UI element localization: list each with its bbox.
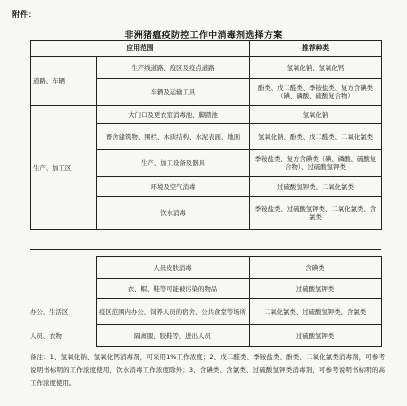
scope-cell: 人员皮肤消毒 bbox=[96, 257, 249, 279]
types-cell: 过硫酸氢钾类 bbox=[249, 279, 381, 299]
attachment-label: 附件： bbox=[12, 10, 36, 19]
types-cell: 季铵盐类、复方含碘类（碘、磷酸、硫酸复合物）、过硫酸氢钾类 bbox=[250, 150, 382, 177]
types-cell: 氢氧化钠 bbox=[250, 106, 382, 124]
types-cell: 含碘类 bbox=[249, 257, 381, 279]
category-spacer bbox=[30, 257, 96, 279]
scope-cell: 环境及空气消毒 bbox=[97, 177, 250, 197]
category-cell: 道路、车辆 bbox=[31, 57, 97, 106]
scope-cell: 衣、帽、鞋等可能被污染的物品 bbox=[96, 279, 249, 299]
category-spacer bbox=[30, 279, 96, 299]
types-cell: 过硫酸氢钾类、二氧化氯类 bbox=[250, 177, 382, 197]
types-cell: 二氧化氯类、过硫酸氢钾类、含氯类 bbox=[249, 299, 381, 325]
types-cell: 酚类、戊二醛类、季铵盐类、复方含碘类（碘、磷酸、硫酸复合物） bbox=[250, 79, 382, 106]
footnote: 备注：1、氢氧化钠、氢氧化钙消毒剂，可采用1%工作浓度；2、戊二醛类、季铵盐类、酚类、二氧化氯类消毒剂，可参考说明书标明的工作浓度使用，饮水消毒工作浓度除外；3、含碘类、含氯类、过硫酸氢钾类消毒剂，可参考说明书标明的高工作浓度使用。 bbox=[30, 353, 385, 387]
category-cell: 人员、衣物 bbox=[30, 325, 96, 347]
scope-cell: 疫区范围内办公、饲养人员的宿舍、公共食堂等场所 bbox=[96, 299, 249, 325]
disinfectant-table bbox=[30, 40, 382, 230]
types-cell: 氢氧化钠、酚类、戊二醛类、二氧化氯类 bbox=[250, 124, 382, 150]
disinfectant-table-continued bbox=[30, 256, 382, 347]
scope-cell: 大门口及更衣室消毒池、脚踏池 bbox=[97, 106, 250, 124]
header-scope: 应用范围 bbox=[31, 41, 250, 57]
scope-cell: 车辆及运输工具 bbox=[97, 79, 250, 106]
scope-cell: 生产线道路、疫区及疫点道路 bbox=[97, 57, 250, 79]
category-cell: 生产、加工区 bbox=[31, 106, 97, 230]
page-break-line bbox=[30, 249, 381, 250]
header-types: 推荐种类 bbox=[250, 41, 382, 57]
types-cell: 氢氧化钠、氢氧化钙 bbox=[250, 57, 382, 79]
document-title: 非洲猪瘟疫防控工作中消毒剂选择方案 bbox=[124, 31, 283, 41]
types-cell: 过硫酸氢钾类 bbox=[249, 325, 381, 347]
category-cell: 办公、生活区 bbox=[30, 299, 96, 325]
scope-cell: 畜舍建筑物、围栏、木质结构、水泥表面、地面 bbox=[97, 124, 250, 150]
scope-cell: 饮水消毒 bbox=[97, 197, 250, 230]
types-cell: 季铵盐类、过硫酸氢钾类、二氧化氯类、含氯类 bbox=[250, 197, 382, 230]
scope-cell: 隔离服、胶鞋等，进出人员 bbox=[96, 325, 249, 347]
scope-cell: 生产、加工设备及器具 bbox=[97, 150, 250, 177]
